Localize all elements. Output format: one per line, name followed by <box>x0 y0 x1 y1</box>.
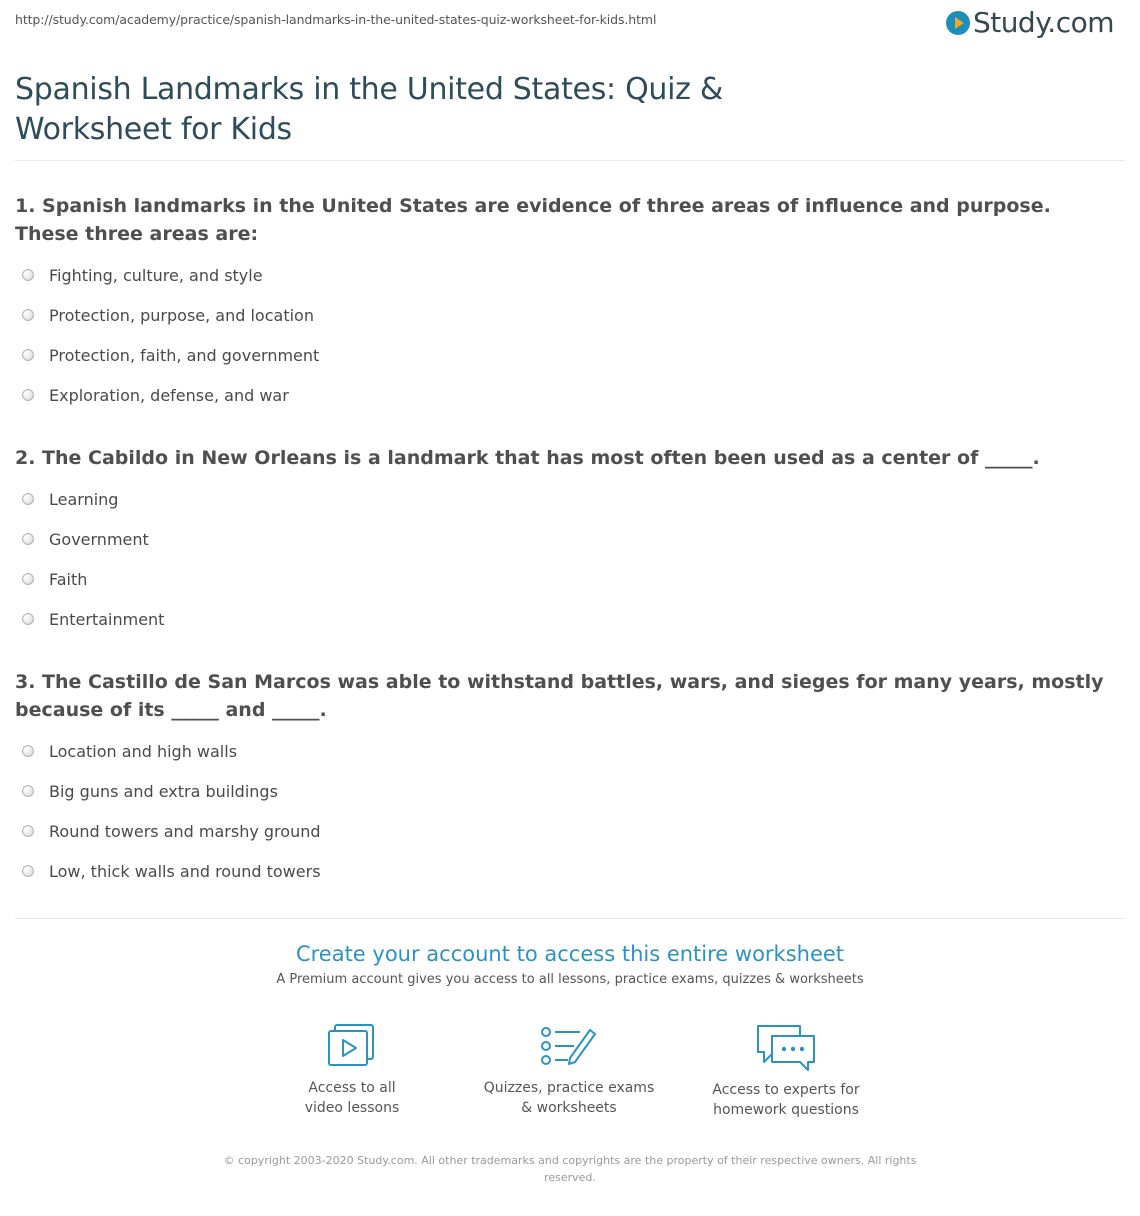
answer-option[interactable] <box>22 295 319 335</box>
answer-option[interactable] <box>22 771 321 811</box>
answer-label: Fighting, culture, and style <box>49 265 263 285</box>
answer-label: Entertainment <box>49 609 165 629</box>
page-url: http://study.com/academy/practice/spanish-landmarks-in-the-united-states-quiz-worksheet-for-kids.html <box>15 12 657 27</box>
answer-option[interactable] <box>22 479 164 519</box>
radio-button-icon[interactable] <box>22 493 34 505</box>
feature-experts <box>686 1022 886 1120</box>
create-account-link[interactable]: Create your account to access this entire worksheet <box>295 942 845 966</box>
title-divider <box>15 160 1125 161</box>
answer-label: Exploration, defense, and war <box>49 385 289 405</box>
answer-label: Low, thick walls and round towers <box>49 861 321 881</box>
radio-button-icon[interactable] <box>22 573 34 585</box>
questions-divider <box>15 918 1125 919</box>
answer-label: Protection, purpose, and location <box>49 305 314 325</box>
answer-option[interactable] <box>22 255 319 295</box>
answer-option[interactable] <box>22 851 321 891</box>
question-1: 1. Spanish landmarks in the United States are evidence of three areas of influence and purpose. These three areas are: <box>15 195 1051 245</box>
answer-label: Learning <box>49 489 119 509</box>
feature-label: Quizzes, practice exams & worksheets <box>483 1080 655 1116</box>
premium-description: A Premium account gives you access to all lessons, practice exams, quizzes & worksheets <box>276 972 864 987</box>
question-2: 2. The Cabildo in New Orleans is a landmark that has most often been used as a center of _____. <box>15 447 1040 469</box>
radio-button-icon[interactable] <box>22 269 34 281</box>
answer-label: Round towers and marshy ground <box>49 821 321 841</box>
chat-experts-icon <box>754 1022 818 1072</box>
top-bar <box>0 0 1140 50</box>
answer-option[interactable] <box>22 599 164 639</box>
question-1-options <box>22 255 319 415</box>
answer-label: Government <box>49 529 149 549</box>
answer-label: Big guns and extra buildings <box>49 781 278 801</box>
play-circle-logo-icon <box>946 11 970 35</box>
page-title-line-1: Spanish Landmarks in the United States: Quiz & <box>15 72 723 107</box>
page-title <box>15 70 723 150</box>
answer-label: Protection, faith, and government <box>49 345 320 365</box>
radio-button-icon[interactable] <box>22 785 34 797</box>
radio-button-icon[interactable] <box>22 389 34 401</box>
radio-button-icon[interactable] <box>22 309 34 321</box>
answer-option[interactable] <box>22 335 319 375</box>
page-title-line-2: Worksheet for Kids <box>15 112 292 147</box>
feature-label: Access to all video lessons <box>304 1080 400 1116</box>
radio-button-icon[interactable] <box>22 533 34 545</box>
logo-text: Study.com <box>972 6 1114 39</box>
feature-quizzes <box>469 1022 669 1118</box>
answer-option[interactable] <box>22 811 321 851</box>
question-2-options <box>22 479 164 639</box>
copyright-footer: © copyright 2003-2020 Study.com. All other trademarks and copyrights are the property of their respective owners. All rights reserved. <box>223 1154 917 1184</box>
video-lessons-icon <box>326 1022 378 1070</box>
feature-video-lessons <box>252 1022 452 1118</box>
study-com-logo[interactable] <box>946 6 1114 39</box>
quiz-checklist-icon <box>540 1022 598 1070</box>
answer-option[interactable] <box>22 519 164 559</box>
radio-button-icon[interactable] <box>22 865 34 877</box>
answer-option[interactable] <box>22 375 319 415</box>
answer-label: Faith <box>49 569 88 589</box>
radio-button-icon[interactable] <box>22 825 34 837</box>
answer-label: Location and high walls <box>49 741 238 761</box>
radio-button-icon[interactable] <box>22 613 34 625</box>
question-3-options <box>22 731 321 891</box>
question-3: 3. The Castillo de San Marcos was able to withstand battles, wars, and sieges for many years, mostly because of its _____ and _____. <box>15 671 1104 721</box>
feature-label: Access to experts for homework questions <box>712 1082 860 1118</box>
radio-button-icon[interactable] <box>22 349 34 361</box>
answer-option[interactable] <box>22 731 321 771</box>
radio-button-icon[interactable] <box>22 745 34 757</box>
answer-option[interactable] <box>22 559 164 599</box>
